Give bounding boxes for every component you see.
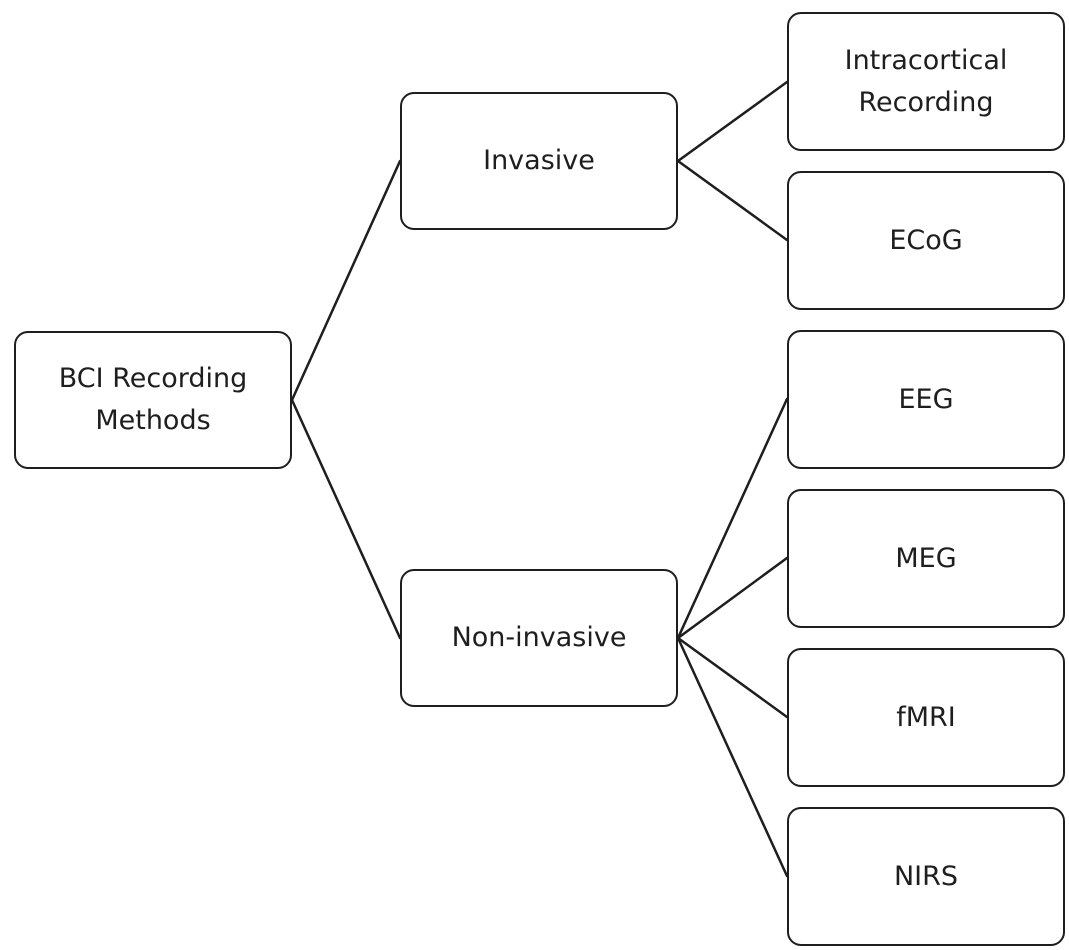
method-node-fmri: fMRI — [787, 648, 1065, 787]
method-node-ecog: ECoG — [787, 171, 1065, 310]
category-node-non-invasive: Non-invasive — [400, 569, 678, 707]
edge-non-invasive-to-eeg — [678, 399, 787, 638]
method-node-nirs: NIRS — [787, 807, 1065, 946]
method-node-eeg: EEG — [787, 330, 1065, 469]
method-node-meg: MEG — [787, 489, 1065, 628]
category-node-invasive: Invasive — [400, 92, 678, 230]
edge-invasive-to-intracortical — [678, 82, 787, 161]
edge-non-invasive-to-meg — [678, 558, 787, 638]
edge-non-invasive-to-fmri — [678, 638, 787, 717]
edge-invasive-to-ecog — [678, 161, 787, 240]
edge-non-invasive-to-nirs — [678, 638, 787, 876]
method-node-intracortical-recording: Intracortical Recording — [787, 12, 1065, 151]
edge-root-to-invasive — [292, 161, 400, 400]
edge-root-to-non-invasive — [292, 400, 400, 638]
root-node-bci-recording-methods: BCI Recording Methods — [14, 331, 292, 469]
